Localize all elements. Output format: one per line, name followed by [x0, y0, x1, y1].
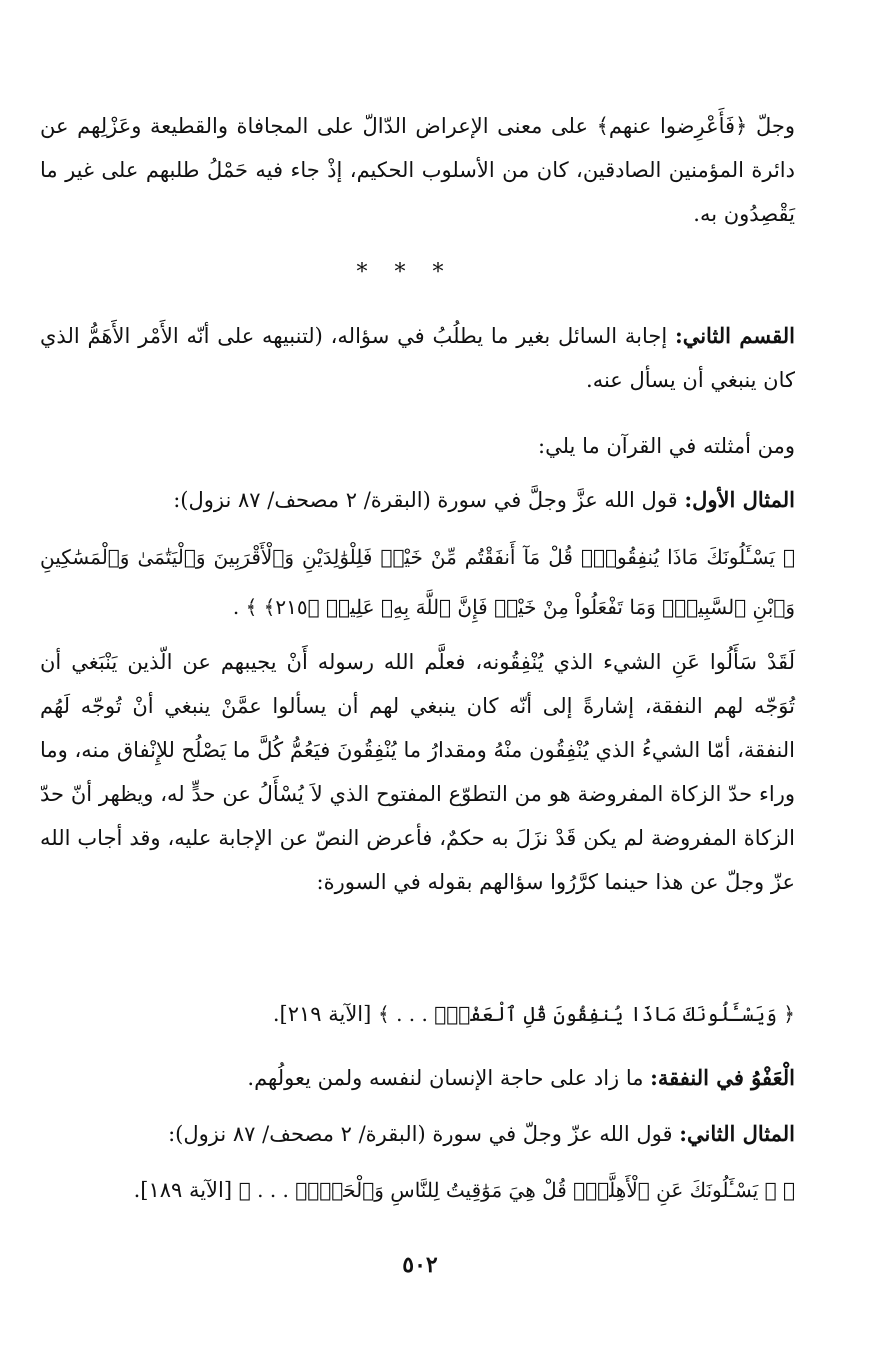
example-one-heading	[40, 478, 795, 522]
example-one-text: قول الله عزَّ وجلَّ في سورة (البقرة/ ٢ مصحف/ ٨٧ نزول):	[173, 488, 685, 512]
example-two-heading	[40, 1112, 795, 1156]
section-two-label: القسم الثاني:	[674, 323, 795, 348]
verse-189	[40, 1168, 795, 1212]
verse-219-ref: [الآية ٢١٩].	[272, 1002, 379, 1026]
afw-text: ما زاد على حاجة الإنسان لنفسه ولمن يعولُهم.	[247, 1066, 651, 1090]
section-two-text: إجابة السائل بغير ما يطلُبُ في سؤاله، (لتنبيهه على أنّه الأَمْر الأَهَمُّ الذي كان ينبغي أن يسأل عنه.	[40, 324, 795, 392]
example-one-label: المثال الأول:	[684, 487, 795, 512]
verse-215: ﴿ يَسْـَٔلُونَكَ مَاذَا يُنفِقُونَۖ قُلْ مَآ أَنفَقْتُم مِّنْ خَيْرٖ فَلِلْوَٰلِدَيْنِ وَٱلْأَقْرَبِينَ وَٱلْيَتَٰمَىٰ وَٱلْمَسَٰكِينِ وَٱبْنِ ٱلسَّبِيلِۗ وَمَا تَفْعَلُواْ مِنْ خَيْرٖ فَإِنَّ ٱللَّهَ بِهِۦ عَلِيمٞ ﴿٢١٥﴾ ﴾ .	[40, 545, 795, 619]
verse-219	[40, 992, 795, 1036]
section-two-paragraph	[40, 314, 795, 402]
example-two-text: قول الله عزّ وجلّ في سورة (البقرة/ ٢ مصحف/ ٨٧ نزول):	[168, 1122, 680, 1146]
afw-label: الْعَفْوُ في النفقة:	[650, 1065, 795, 1090]
page-number: ٥٠٢	[402, 1252, 438, 1278]
section-separator: * * *	[356, 260, 454, 285]
afw-definition	[40, 1056, 795, 1100]
example-two-label: المثال الثاني:	[679, 1121, 795, 1146]
commentary-paragraph: لَقَدْ سَأَلُوا عَنِ الشيء الذي يُنْفِقُونه، فعلَّم الله رسوله أَنْ يجيبهم عن الّذين يَنْبَغي أن تُوَجّه لهم النفقة، إشارةً إلى أنّه كان ينبغي لهم أن يسألوا عمَّنْ ينبغي أنْ تُوجّه لَهُم النفقة، أمّا الشيءُ الذي يُنْفِقُون منْهُ ومقدارُ ما يُنْفِقُونَ فيَعُمُّ كُلَّ ما يَصْلُح للإِنْفاق منه، وما وراء حدّ الزكاة المفروضة هو من التطوّع المفتوح الذي لاَ يُسْأَلُ عن حدٍّ له، ويظهر أنّ حدّ الزكاة المفروضة لم يكن قَدْ نزَلَ به حكمٌ، فأعرض النصّ عن الإجابة عليه، وقد أجاب الله عزّ وجلّ عن هذا حينما كرَّرُوا سؤالهم بقوله في السورة:	[40, 650, 795, 894]
intro-text: وجلّ ﴿فَأَعْرِضوا عنهم﴾ على معنى الإعراض الدّالّ على المجافاة والقطيعة وعَزْلِهم عن دائرة المؤمنين الصادقين، كان من الأسلوب الحكيم، إذْ جاء فيه حَمْلُ طلبهم على غير ما يَقْصِدُون به.	[40, 114, 795, 226]
intro-paragraph	[40, 104, 795, 236]
verse-189-ref: [الآية ١٨٩].	[133, 1178, 239, 1202]
verse-189-text: ﴿ ۞ يَسْـَٔلُونَكَ عَنِ ٱلْأَهِلَّةِۖ قُلْ هِيَ مَوَٰقِيتُ لِلنَّاسِ وَٱلْحَجِّۗ . . . ﴾	[238, 1178, 795, 1202]
examples-intro: ومن أمثلته في القرآن ما يلي:	[538, 434, 795, 458]
verse-219-text: ﴿ وَيَسْـَٔلُونَكَ مَاذَا يُنفِقُونَ قُلِ ٱلْعَفْوَۗ . . . ﴾	[378, 1002, 795, 1026]
